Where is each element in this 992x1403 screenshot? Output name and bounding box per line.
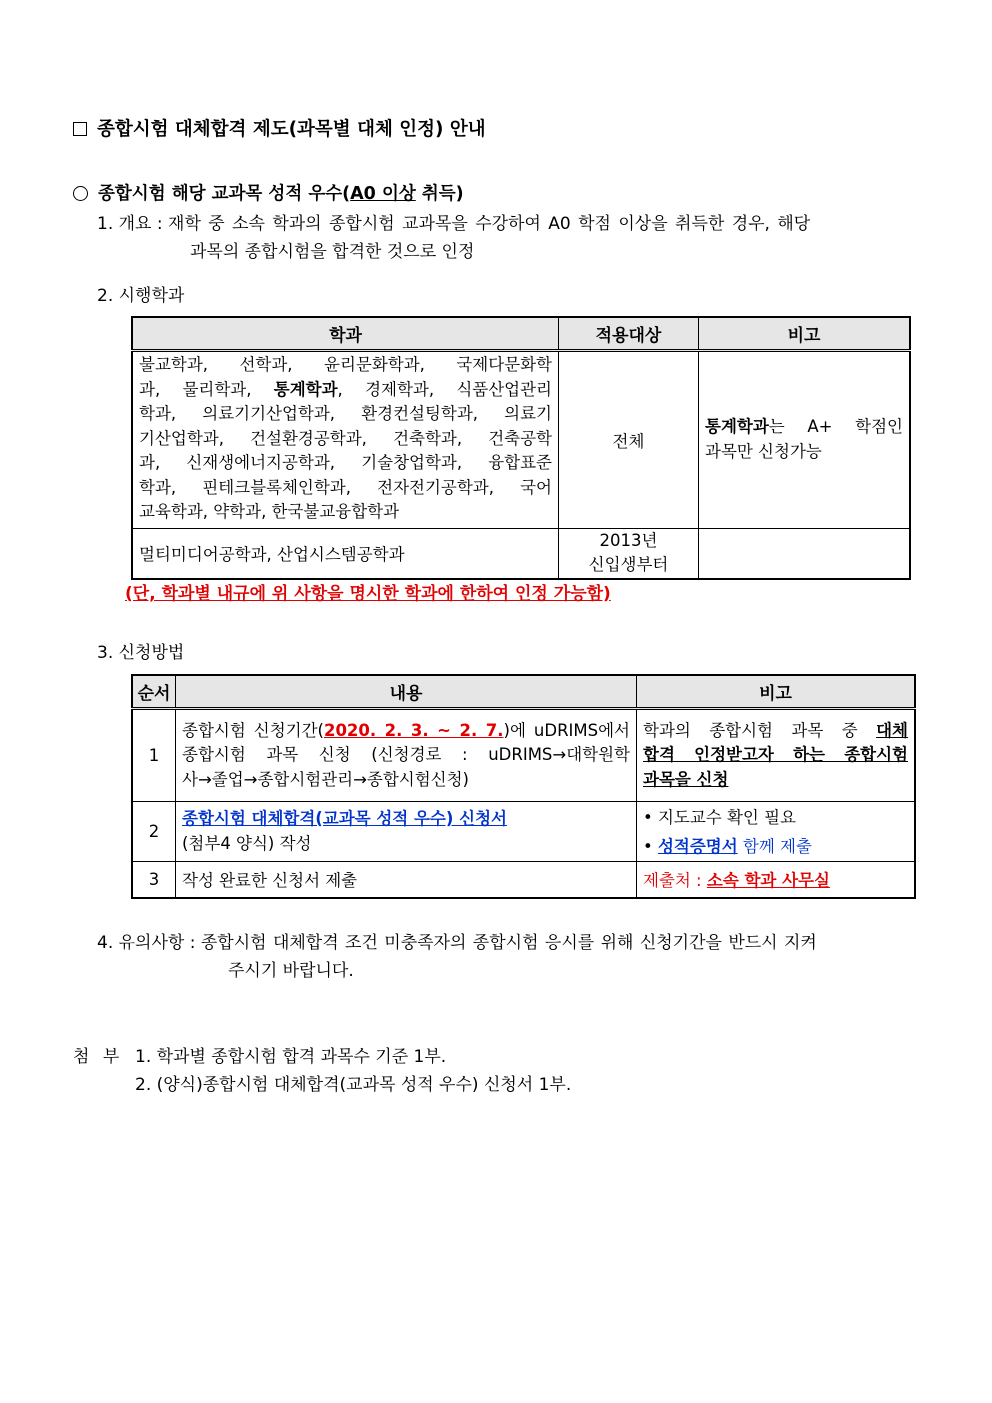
table-row [132, 802, 915, 862]
attachment-label: 첨 부 [73, 1047, 120, 1067]
title-text: 종합시험 대체합격 제도(과목별 대체 인정) 안내 [97, 119, 486, 140]
header-content: 내용 [176, 675, 637, 709]
table-header-row [132, 675, 915, 709]
circle-bullet-icon [73, 186, 88, 201]
document-title [73, 115, 486, 141]
application-table [131, 674, 916, 899]
remark-cell [699, 528, 911, 579]
header-dept: 학과 [132, 317, 559, 351]
square-bullet-icon [73, 122, 87, 136]
table-row [132, 528, 910, 579]
table-row [132, 351, 910, 529]
dept-cell: 멀티미디어공학과, 산업시스템공학과 [132, 528, 559, 579]
header-target: 적용대상 [559, 317, 699, 351]
content-cell: 종합시험 대체합격(교과목 성적 우수) 신청서 (첨부4 양식) 작성 [176, 802, 637, 862]
overview-line-1: 1. 개요 : 재학 중 소속 학과의 종합시험 교과목을 수강하여 A0 학점 이상을 취득한 경우, 해당 [97, 214, 811, 234]
application-form-link[interactable]: 종합시험 대체합격(교과목 성적 우수) 신청서 [182, 809, 507, 828]
order-cell: 1 [132, 709, 176, 802]
table-header-row [132, 317, 910, 351]
header-remark: 비고 [699, 317, 911, 351]
remark-cell: • 지도교수 확인 필요 • 성적증명서 함께 제출 [637, 802, 916, 862]
dept-list-cell: 불교학과, 선학과, 윤리문화학과, 국제다문화학 과, 물리학과, 통계학과, 경제학과, 식품산업관리 학과, 의료기기산업학과, 환경컨설팅학과, 의료기 기산업학과, 건설환경공학과, 건축학과, 건축공학 과, 신재생에너지공학과, 기술창업학과, 융합표준 학과, 핀테크블록체인학과, 전자전기공학과, 국어 교육학과, 약학과, 한국불교융합학과 [132, 351, 559, 529]
content-cell: 작성 완료한 신청서 제출 [176, 862, 637, 898]
bullet-dot-icon: • [643, 836, 658, 856]
target-cell: 전체 [559, 351, 699, 529]
application-heading: 3. 신청방법 [97, 643, 185, 663]
content-cell: 종합시험 신청기간(2020. 2. 3. ~ 2. 7.)에 uDRIMS에서 종합시험 과목 신청 (신청경로 : uDRIMS→대학원학 사→졸업→종합시험관리→종합시험신청) [176, 709, 637, 802]
remark-cell: 제출처 : 소속 학과 사무실 [637, 862, 916, 898]
transcript-link[interactable]: 성적증명서 [657, 836, 738, 856]
attachment-2: 2. (양식)종합시험 대체합격(교과목 성적 우수) 신청서 1부. [135, 1075, 572, 1095]
header-order: 순서 [132, 675, 176, 709]
attachment-1: 1. 학과별 종합시험 합격 과목수 기준 1부. [135, 1047, 447, 1067]
table-row [132, 862, 915, 898]
target-cell: 2013년 신입생부터 [559, 528, 699, 579]
table-row [132, 709, 915, 802]
bullet-dot-icon: • [643, 807, 658, 827]
overview-line-2: 과목의 종합시험을 합격한 것으로 인정 [190, 242, 475, 262]
section-heading: 종합시험 해당 교과목 성적 우수(A0 이상 취득) [73, 180, 464, 205]
header-remark: 비고 [637, 675, 916, 709]
department-table [131, 316, 911, 580]
caution-line-2: 주시기 바랍니다. [228, 961, 354, 981]
departments-heading: 2. 시행학과 [97, 286, 185, 306]
order-cell: 2 [132, 802, 176, 862]
remark-cell: 학과의 종합시험 과목 중 대체 합격 인정받고자 하는 종합시험 과목을 신청 [637, 709, 916, 802]
note-text: (단, 학과별 내규에 위 사항을 명시한 학과에 한하여 인정 가능함) [125, 584, 611, 604]
order-cell: 3 [132, 862, 176, 898]
caution-line-1: 4. 유의사항 : 종합시험 대체합격 조건 미충족자의 종합시험 응시를 위해 신청기간을 반드시 지켜 [97, 933, 817, 953]
remark-cell: 통계학과는 A+ 학점인 과목만 신청가능 [699, 351, 911, 529]
